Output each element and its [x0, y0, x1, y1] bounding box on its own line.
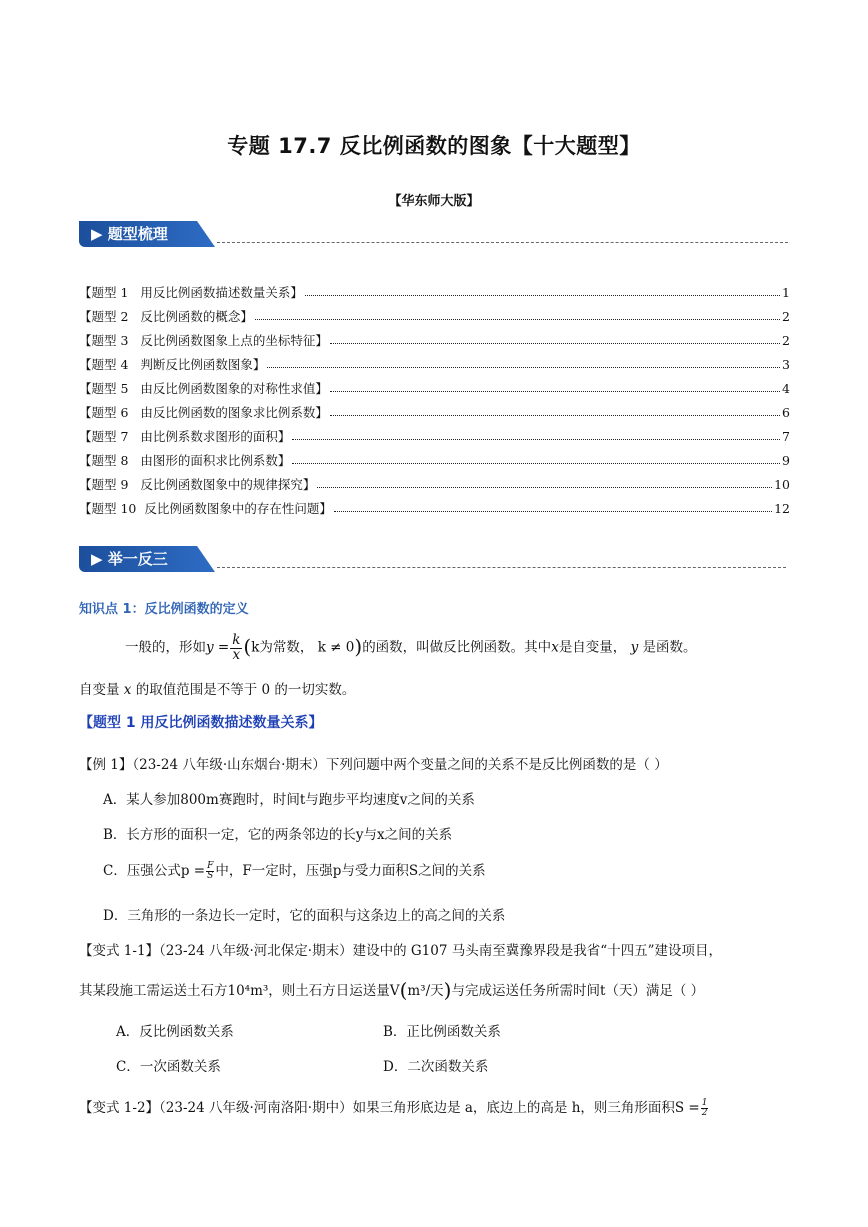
toc-leader-dots — [267, 356, 780, 368]
toc-item-page: 9 — [782, 453, 790, 468]
toc-item-page: 4 — [782, 381, 790, 396]
section-heading: 【题型 1 用反比例函数描述数量关系】 — [79, 715, 323, 731]
toc-item-label: 【题型 1 用反比例函数描述数量关系】 — [79, 285, 303, 300]
example-1-option-a: A．某人参加800m赛跑时，时间t与跑步平均速度v之间的关系 — [103, 792, 475, 808]
def-text: 一般的，形如 — [125, 639, 206, 656]
variant-1-1-option-a: A．反比例函数关系 — [116, 1024, 234, 1040]
toc-item-page: 10 — [774, 477, 790, 492]
fraction-numerator: F — [207, 861, 214, 871]
toc-item-label: 【题型 6 由反比例函数的图象求比例系数】 — [79, 405, 328, 420]
toc-item[interactable] — [79, 451, 790, 473]
toc-leader-dots — [330, 332, 780, 344]
toc-item[interactable] — [79, 427, 790, 449]
practice-banner-label: ▶ 举一反三 — [91, 550, 168, 568]
example-1-stem: 【例 1】（23-24 八年级·山东烟台·期末）下列问题中两个变量之间的关系不是反比例函数的是（ ） — [79, 757, 668, 773]
def-y: y — [630, 639, 639, 656]
toc-leader-dots — [317, 476, 772, 488]
toc-item-page: 12 — [774, 501, 790, 516]
toc-item-label: 【题型 7 由比例系数求图形的面积】 — [79, 429, 291, 444]
toc-item-page: 1 — [782, 285, 790, 300]
toc-item[interactable] — [79, 499, 790, 521]
option-c-text: 中，F一定时，压强p与受力面积S之间的关系 — [215, 863, 486, 879]
toc-item-label: 【题型 10 反比例函数图象中的存在性问题】 — [79, 501, 332, 516]
fraction-denominator: 2 — [701, 1108, 708, 1118]
toc-leader-dots — [292, 428, 780, 440]
toc-banner-label: ▶ 题型梳理 — [91, 225, 168, 243]
toc-leader-dots — [330, 404, 780, 416]
variant-1-2-fraction — [701, 1099, 709, 1118]
toc-item-label: 【题型 8 由图形的面积求比例系数】 — [79, 453, 291, 468]
toc-item[interactable] — [79, 283, 790, 305]
stem-text: 与完成运送任务所需时间t（天）满足（ ） — [451, 983, 705, 999]
def-paren-text: k为常数， k ≠ 0 — [251, 639, 355, 656]
variant-1-1-stem-line-2: 其某段施工需运送土石方10⁴m³，则土石方日运送量V(m³/天)与完成运送任务所需时间t（天）满足（ ） — [79, 978, 705, 1002]
toc-item-page: 7 — [782, 429, 790, 444]
example-1-option-c — [103, 859, 486, 881]
toc-leader-dots — [330, 380, 780, 392]
variant-1-1-option-d: D．二次函数关系 — [383, 1059, 489, 1075]
def-text: 的取值范围是不等于 0 的一切实数。 — [135, 682, 356, 698]
toc-item-label: 【题型 4 判断反比例函数图象】 — [79, 357, 266, 372]
toc-leader-dots — [255, 308, 780, 320]
definition-line-1: 一般的，形如y = $\frac{k}{x}$ (k为常数， k ≠ 0)的函数，叫做反比例函数。其中x是自变量， y 是函数。 — [125, 632, 697, 663]
toc-item-label: 【题型 9 反比例函数图象中的规律探究】 — [79, 477, 316, 492]
option-c-fraction — [206, 862, 214, 881]
def-text: 自变量 — [79, 682, 120, 698]
fraction-denominator: S — [207, 871, 214, 881]
toc-leader-dots — [292, 452, 780, 464]
knowledge-title: 知识点 1：反比例函数的定义 — [79, 602, 249, 617]
variant-1-2-stem — [79, 1096, 709, 1118]
page-title: 专题 17.7 反比例函数的图象【十大题型】 — [227, 134, 641, 158]
def-text: 是自变量， — [558, 639, 627, 656]
def-text: 的函数，叫做反比例函数。其中 — [362, 639, 552, 656]
toc-item-page: 2 — [782, 309, 790, 324]
variant-1-1-stem-line-1: 【变式 1-1】（23-24 八年级·河北保定·期末）建设中的 G107 马头南至冀豫界段是我省“十四五”建设项目， — [79, 943, 723, 959]
fraction-numerator: k — [232, 632, 241, 648]
toc-item[interactable] — [79, 331, 790, 353]
toc-leader-dots — [334, 500, 772, 512]
stem-text: 【变式 1-2】（23-24 八年级·河南洛阳·期中）如果三角形底边是 a，底边上的高是 h，则三角形面积S = — [79, 1100, 700, 1116]
example-1-option-d: D．三角形的一条边长一定时，它的面积与这条边上的高之间的关系 — [103, 908, 506, 924]
def-text: 是函数。 — [642, 639, 697, 656]
unit-text: m³/天 — [407, 983, 444, 999]
fraction-denominator: x — [232, 646, 241, 663]
toc-item-label: 【题型 2 反比例函数的概念】 — [79, 309, 253, 324]
toc-leader-dots — [305, 284, 780, 296]
stem-text: 其某段施工需运送土石方10⁴m³，则土石方日运送量V — [79, 983, 400, 999]
def-x: x — [551, 639, 559, 656]
definition-line-2 — [79, 678, 355, 698]
page-subtitle: 【华东师大版】 — [388, 194, 480, 209]
toc-item-label: 【题型 5 由反比例函数图象的对称性求值】 — [79, 381, 328, 396]
def-x: x — [123, 682, 132, 698]
toc-item[interactable] — [79, 379, 790, 401]
toc-item-page: 6 — [782, 405, 790, 420]
banner-dashed-rule — [217, 242, 788, 243]
toc-item[interactable] — [79, 307, 790, 329]
toc-item[interactable] — [79, 355, 790, 377]
banner-dashed-rule — [217, 567, 786, 568]
variant-1-1-option-b: B．正比例函数关系 — [383, 1024, 501, 1040]
variant-1-1-option-c: C．一次函数关系 — [116, 1059, 221, 1075]
def-fraction — [230, 634, 242, 662]
toc-item[interactable] — [79, 475, 790, 497]
toc-item[interactable] — [79, 403, 790, 425]
toc-item-page: 2 — [782, 333, 790, 348]
option-c-text: C．压强公式p = — [103, 863, 206, 879]
example-1-option-b: B．长方形的面积一定，它的两条邻边的长y与x之间的关系 — [103, 827, 453, 843]
def-y-eq: y = — [206, 639, 230, 656]
fraction-numerator: 1 — [701, 1098, 708, 1108]
toc-item-page: 3 — [782, 357, 790, 372]
toc-item-label: 【题型 3 反比例函数图象上点的坐标特征】 — [79, 333, 328, 348]
